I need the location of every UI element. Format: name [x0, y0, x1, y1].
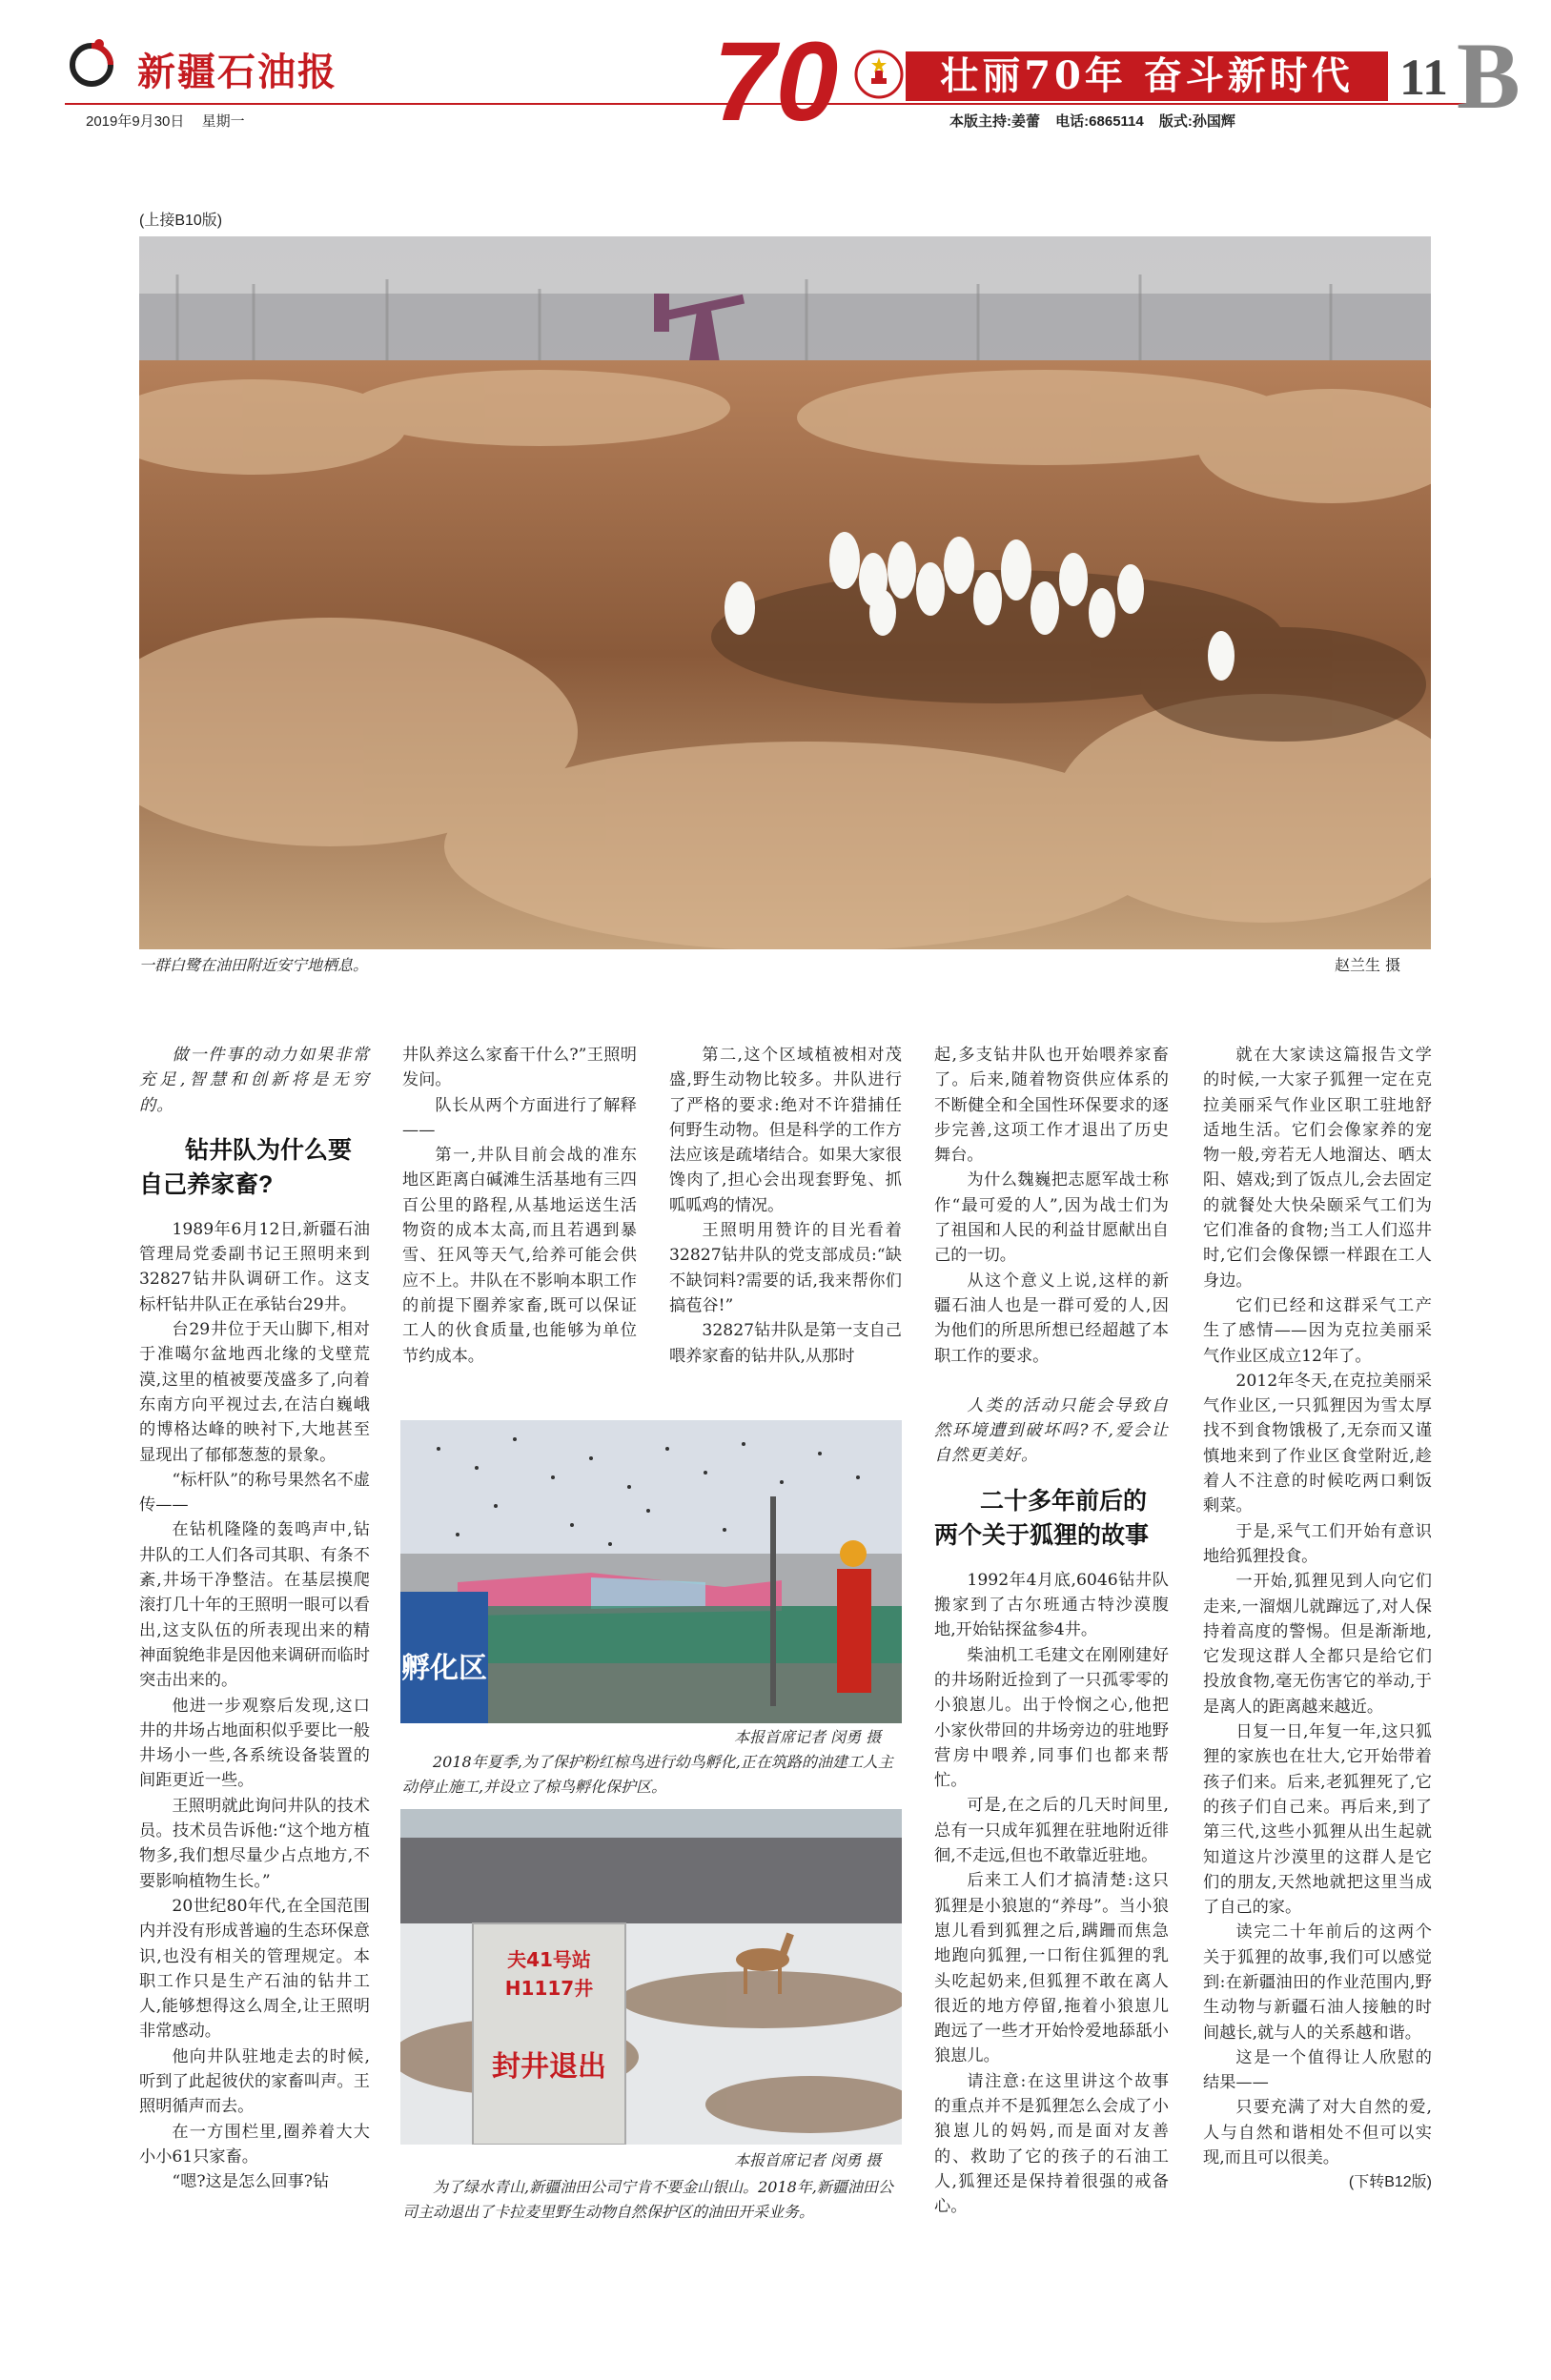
paragraph: 台29井位于天山脚下,相对于准噶尔盆地西北缘的戈壁荒漠,这里的植被要茂盛多了,向着东南方向平视过去,在洁白巍峨的博格达峰的映衬下,大地甚至显现出了郁郁葱葱的景象。 — [139, 1320, 370, 1465]
pull-quote: 人类的活动只能会导致自然环境遭到破坏吗?不,爱会让自然更美好。 — [934, 1395, 1169, 1466]
page-number: 11 — [1399, 49, 1449, 106]
paragraph: 后来工人们才搞清楚:这只狐狸是小狼崽的“养母”。当小狼崽儿看到狐狸之后,蹒跚而焦急地跑向狐狸,一口衔住狐狸的乳头吃起奶来,但狐狸不敢在离人很近的地方停留,拖着小狼崽儿跑远了一些才开始怜爱地舔舐小狼崽儿。 — [934, 1871, 1169, 2066]
paragraph: 它们已经和这群采气工产生了感情——因为克拉美丽采气作业区成立12年了。 — [1203, 1295, 1432, 1366]
layout-designer: 版式:孙国辉 — [1158, 113, 1235, 130]
issue-date: 2019年9月30日 — [86, 113, 185, 130]
article-column-5 — [1203, 1043, 1432, 2196]
well-sign-line1: 夫41号站 — [507, 1948, 591, 1971]
issue-weekday: 星期一 — [201, 113, 245, 130]
paper-name: 新疆石油报 — [137, 50, 337, 94]
paragraph: “嗯?这是怎么回事?钻 — [172, 2172, 330, 2192]
bird-photo-caption: 2018年夏季,为了保护粉红椋鸟进行幼鸟孵化,正在筑路的油建工人主动停止施工,并设立了椋鸟孵化保护区。 — [402, 1753, 893, 1796]
editor-name: 本版主持:姜蕾 — [949, 113, 1040, 130]
bird-photo-credit: 本报首席记者 闵勇 摄 — [734, 1728, 882, 1746]
section-banner: 壮丽70年 奋斗新时代 — [906, 51, 1388, 101]
editor-phone: 电话:6865114 — [1055, 113, 1144, 130]
paragraph: 从这个意义上说,这样的新疆石油人也是一群可爱的人,因为他们的所思所想已经超越了本职工作的要求。 — [934, 1271, 1169, 1366]
photo-bird-hatching-zone — [400, 1420, 902, 1723]
paragraph: 就在大家读这篇报告文学的时候,一大家子狐狸一定在克拉美丽采气作业区职工驻地舒适地生活。它们会像家养的宠物一般,旁若无人地溜达、晒太阳、嬉戏;到了饭点儿,会去固定的就餐处大快朵颐采气工们为它们准备的食物;当工人们巡井时,它们会像保镖一样跟在工人身边。 — [1203, 1046, 1432, 1291]
well-sign-line2: H1117井 — [504, 1977, 594, 2000]
well-photo-caption: 为了绿水青山,新疆油田公司宁肯不要金山银山。2018年,新疆油田公司主动退出了卡拉麦里野生动物自然保护区的油田开采业务。 — [402, 2178, 893, 2221]
page-section-letter: B — [1457, 23, 1520, 129]
article-column-3 — [669, 1043, 902, 1369]
paragraph: 可是,在之后的几天时间里,总有一只成年狐狸在驻地附近徘徊,不走远,但也不敢靠近驻地。 — [934, 1796, 1169, 1866]
article-column-2 — [402, 1043, 637, 1369]
lead-quote: 做一件事的动力如果非常充足,智慧和创新将是无穷的。 — [139, 1046, 370, 1115]
paragraph: 第一,井队目前会战的准东地区距离白碱滩生活基地有三四百公里的路程,从基地运送生活物资的成本太高,而且若遇到暴雪、狂风等天气,给养可能会供应不上。井队在不影响本职工作的前提下圈养家畜,既可以保证工人的伙食质量,也能够为单位节约成本。 — [402, 1146, 637, 1366]
newspaper-logo-icon — [65, 36, 118, 90]
anniversary-number: 70 — [713, 25, 839, 130]
photo-sealed-well — [400, 1809, 902, 2145]
main-photo-caption: 一群白鹭在油田附近安宁地栖息。 — [139, 956, 369, 974]
paragraph: 第二,这个区域植被相对茂盛,野生动物比较多。井队进行了严格的要求:绝对不许猎捕任何野生动物。但是科学的工作方法应该是疏堵结合。如果大家很馋肉了,担心会出现套野兔、抓呱呱鸡的情况。 — [669, 1046, 902, 1215]
issue-date-line — [86, 111, 258, 131]
paragraph: 读完二十年前后的这两个关于狐狸的故事,我们可以感觉到:在新疆油田的作业范围内,野生动物与新疆石油人接触的时间越长,就与人的关系越和谐。 — [1203, 1922, 1432, 2043]
paragraph: 为什么魏巍把志愿军战士称作“最可爱的人”,因为战士们为了祖国和人民的利益甘愿献出自己的一切。 — [934, 1170, 1169, 1266]
paragraph: 20世纪80年代,在全国范围内并没有形成普遍的生态环保意识,也没有相关的管理规定。本职工作只是生产石油的钻井工人,能够想得这么周全,让王照明非常感动。 — [139, 1896, 370, 2042]
main-photo-egrets — [139, 236, 1431, 949]
continued-to-note: (下转B12版) — [1348, 2174, 1432, 2191]
editor-credits — [949, 111, 1247, 131]
paragraph: 他进一步观察后发现,这口井的井场占地面积似乎要比一般井场小一些,各系统设备装置的间距更近一些。 — [139, 1696, 370, 1791]
paragraph: 32827钻井队是第一支自己喂养家畜的钻井队,从那时 — [669, 1321, 902, 1366]
well-sign-main: 封井退出 — [492, 2050, 606, 2084]
paragraph: 2012年冬天,在克拉美丽采气作业区,一只狐狸因为雪太厚找不到食物饿极了,无奈而又谨慎地来到了作业区食堂附近,趁着人不注意的时候吃两口剩饭剩菜。 — [1203, 1371, 1432, 1516]
well-photo-credit: 本报首席记者 闵勇 摄 — [734, 2151, 882, 2169]
paragraph: 于是,采气工们开始有意识地给狐狸投食。 — [1203, 1521, 1432, 1566]
paragraph: 在钻机隆隆的轰鸣声中,钻井队的工人们各司其职、有条不紊,井场干净整洁。在基层摸爬滚打几十年的王照明一眼可以看出,这支队伍的所表现出来的精神面貌绝非是因他来调研而临时突击出来的。 — [139, 1520, 370, 1691]
paragraph: 只要充满了对大自然的爱,人与自然和谐相处不但可以实现,而且可以很美。 — [1203, 2098, 1432, 2168]
hatching-zone-sign: 孵化区 — [401, 1652, 487, 1685]
main-photo-credit: 赵兰生 摄 — [1335, 956, 1401, 974]
subhead-drilling-team: 钻井队为什么要 自己养家畜? — [139, 1136, 353, 1198]
egrets-image — [139, 236, 1431, 949]
paragraph: 在一方围栏里,圈养着大大小小61只家畜。 — [139, 2122, 370, 2166]
paragraph: “标杆队”的称号果然名不虚传—— — [139, 1470, 370, 1515]
continued-from-note: (上接B10版) — [139, 213, 223, 229]
paragraph: 队长从两个方面进行了解释—— — [402, 1095, 637, 1140]
paragraph: 1992年4月底,6046钻井队搬家到了古尔班通古特沙漠腹地,开始钻探盆参4井。 — [934, 1570, 1169, 1640]
paragraph: 井队养这么家畜干什么?”王照明发问。 — [402, 1046, 637, 1090]
article-column-4 — [934, 1043, 1169, 2219]
subhead-fox-stories: 二十多年前后的 两个关于狐狸的故事 — [934, 1487, 1150, 1549]
paragraph: 王照明用赞许的目光看着32827钻井队的党支部成员:“缺不缺饲料?需要的话,我来帮你们搞苞谷!” — [669, 1221, 902, 1315]
paragraph: 柴油机工毛建文在刚刚建好的井场附近捡到了一只孤零零的小狼崽儿。出于怜悯之心,他把小家伙带回的井场旁边的驻地野营房中喂养,同事们也都来帮忙。 — [934, 1645, 1169, 1791]
masthead — [65, 23, 1520, 133]
paragraph: 日复一日,年复一年,这只狐狸的家族也在壮大,它开始带着孩子们来。后来,老狐狸死了,它的孩子们自己来。再后来,到了第三代,这些小狐狸从出生起就知道这片沙漠里的这群人是它们的朋友,天然地就把这里当成了自己的家。 — [1203, 1722, 1432, 1918]
article-column-1 — [139, 1043, 370, 2194]
paragraph: 这是一个值得让人欣慰的结果—— — [1203, 2047, 1432, 2093]
paragraph: 请注意:在这里讲这个故事的重点并不是狐狸怎么会成了小狼崽儿的妈妈,而是面对友善的、救助了它的孩子的石油工人,狐狸还是保持着很强的戒备心。 — [934, 2071, 1169, 2217]
paragraph: 一开始,狐狸见到人向它们走来,一溜烟儿就蹿远了,对人保持着高度的警惕。但是渐渐地,它发现这群人全都只是给它们投放食物,毫无伤害它的举动,于是离人的距离越来越近。 — [1203, 1572, 1432, 1717]
paragraph: 1989年6月12日,新疆石油管理局党委副书记王照明来到32827钻井队调研工作。这支标杆钻井队正在承钻台29井。 — [139, 1219, 370, 1314]
paragraph: 他向井队驻地走去的时候,听到了此起彼伏的家畜叫声。王照明循声而去。 — [139, 2046, 370, 2117]
paragraph: 起,多支钻井队也开始喂养家畜了。后来,随着物资供应体系的不断健全和全国性环保要求的逐步完善,这项工作才退出了历史舞台。 — [934, 1046, 1169, 1166]
paragraph: 王照明就此询问井队的技术员。技术员告诉他:“这个地方植物多,我们想尽量少占点地方,不要影响植物生长。” — [139, 1796, 370, 1891]
